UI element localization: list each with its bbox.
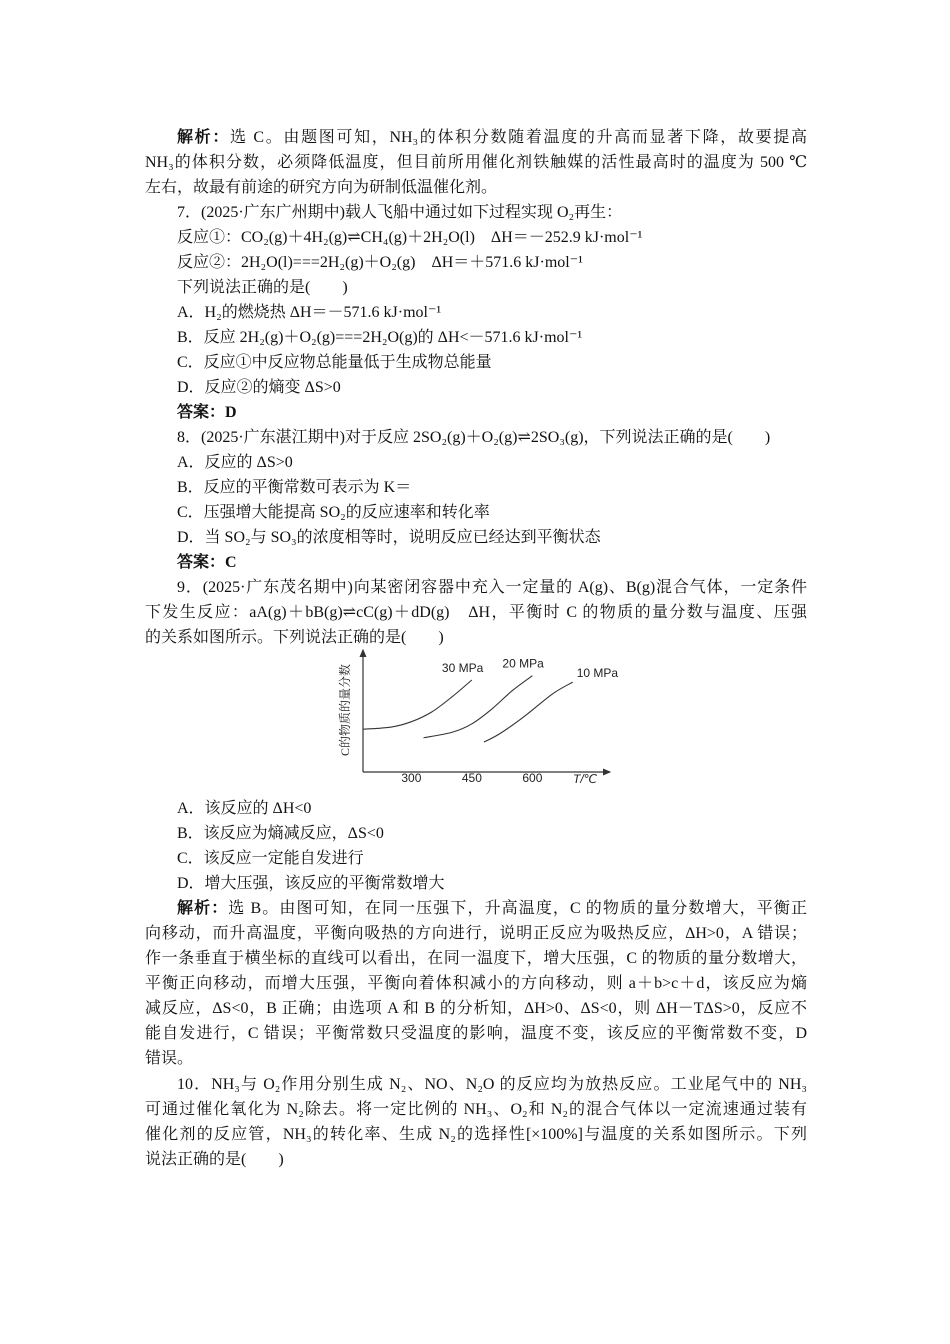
q7-question: 下列说法正确的是( ) xyxy=(177,279,348,296)
series-line-2 xyxy=(484,682,573,742)
q9-stem-line-1: 9．(2025·广东茂名期中)向某密闭容器中充入一定量的 A(g)、B(g)混合气体，一定条件 xyxy=(177,579,807,596)
x-tick-label-1: 450 xyxy=(461,771,482,785)
q9-chart xyxy=(338,645,625,786)
q9-explanation-text: 选 B。由图可知，在同一压强下，升高温度，C 的物质的量分数增大，平衡正 xyxy=(228,900,807,917)
q7-reaction-2: 反应②：2H₂O(l)===2H₂(g)＋O₂(g) ΔH＝＋571.6 kJ·mol⁻¹ xyxy=(177,254,583,271)
q8-option-c: C．压强增大能提高 SO₂的反应速率和转化率 xyxy=(177,504,490,521)
q9-explanation-line-2: 向移动，而升高温度，平衡向吸热的方向进行，说明正反应为吸热反应，ΔH>0，A 错误； xyxy=(145,925,807,942)
q8-option-b: B．反应的平衡常数可表示为 K＝ xyxy=(177,479,412,496)
q7-stem: 7．(2025·广东广州期中)载人飞船中通过如下过程实现 O₂再生： xyxy=(177,204,623,221)
q9-option-a: A．该反应的 ΔH<0 xyxy=(177,800,312,817)
q10-stem-line-4: 说法正确的是( ) xyxy=(145,1151,284,1168)
q9-option-d: D．增大压强，该反应的平衡常数增大 xyxy=(177,875,445,892)
x-axis-label: T/℃ xyxy=(573,772,598,786)
q9-option-b: B．该反应为熵减反应，ΔS<0 xyxy=(177,825,384,842)
q9-explanation-line-5: 减反应，ΔS<0，B 正确；由选项 A 和 B 的分析知，ΔH>0、ΔS<0，则 ΔH－TΔS>0，反应不 xyxy=(145,1000,807,1017)
q6-explanation-line-3: 左右，故最有前途的研究方向为研制低温催化剂。 xyxy=(145,179,498,196)
q8-option-a: A．反应的 ΔS>0 xyxy=(177,454,293,471)
q9-explanation-label: 解析： xyxy=(177,900,229,917)
q7-reaction-1: 反应①：CO₂(g)＋4H₂(g)⇌CH₄(g)＋2H₂O(l) ΔH＝－252.9 kJ·mol⁻¹ xyxy=(177,229,643,246)
q7-option-b: B．反应 2H₂(g)＋O₂(g)===2H₂O(g)的 ΔH<－571.6 kJ·mol⁻¹ xyxy=(177,329,583,346)
q9-explanation-line-4: 平衡正向移动，而增大压强，平衡向着体积减小的方向移动，则 a＋b>c＋d，该反应为熵 xyxy=(145,975,807,992)
x-tick-label-0: 300 xyxy=(401,771,422,785)
q10-stem-line-2: 可通过催化氧化为 N₂除去。将一定比例的 NH₃、O₂和 N₂的混合气体以一定流速通过装有 xyxy=(145,1101,807,1118)
y-axis-label: C的物质的量分数 xyxy=(338,663,352,757)
q7-option-c: C．反应①中反应物总能量低于生成物总能量 xyxy=(177,354,492,371)
q6-explanation-text: 选 C。由题图可知，NH₃的体积分数随着温度的升高而显著下降，故要提高 xyxy=(230,129,807,146)
series-label-0: 30 MPa xyxy=(441,661,484,675)
q9-explanation-line-1 xyxy=(177,897,807,921)
q7-answer: 答案：D xyxy=(177,404,237,421)
q8-stem: 8．(2025·广东湛江期中)对于反应 2SO₂(g)＋O₂(g)⇌2SO₃(g)，下列说法正确的是( ) xyxy=(177,429,771,446)
q8-option-d: D．当 SO₂与 SO₃的浓度相等时，说明反应已经达到平衡状态 xyxy=(177,529,601,546)
q8-answer: 答案：C xyxy=(177,554,237,571)
q10-stem-line-3: 催化剂的反应管，NH₃的转化率、生成 N₂的选择性[×100%]与温度的关系如图所示。下列 xyxy=(145,1126,807,1143)
q10-stem-line-1: 10．NH₃与 O₂作用分别生成 N₂、NO、N₂O 的反应均为放热反应。工业尾气中的 NH₃ xyxy=(177,1076,807,1093)
series-label-1: 20 MPa xyxy=(502,656,544,671)
x-tick-label-2: 600 xyxy=(522,771,543,785)
series-label-2: 10 MPa xyxy=(576,666,619,681)
q9-explanation-line-6: 能自发进行，C 错误；平衡常数只受温度的影响，温度不变，该反应的平衡常数不变，D xyxy=(145,1025,807,1042)
q9-explanation-line-3: 作一条垂直于横坐标的直线可以看出，在同一温度下，增大压强，C 的物质的量分数增大， xyxy=(145,950,807,967)
q6-explanation-label: 解析： xyxy=(177,129,231,146)
series-line-0 xyxy=(363,680,472,729)
q6-explanation-line-1 xyxy=(177,126,807,150)
q9-stem-line-3: 的关系如图所示。下列说法正确的是( ) xyxy=(145,629,444,646)
q9-option-c: C．该反应一定能自发进行 xyxy=(177,850,364,867)
q7-option-a: A．H₂的燃烧热 ΔH＝－571.6 kJ·mol⁻¹ xyxy=(177,304,442,321)
q9-stem-line-2: 下发生反应：aA(g)＋bB(g)⇌cC(g)＋dD(g) ΔH，平衡时 C 的物质的量分数与温度、压强 xyxy=(145,604,807,621)
q6-explanation-line-2: NH₃的体积分数，必须降低温度，但目前所用催化剂铁触媒的活性最高时的温度为 500 ℃ xyxy=(145,154,807,171)
q7-option-d: D．反应②的熵变 ΔS>0 xyxy=(177,379,341,396)
q9-explanation-line-7: 错误。 xyxy=(145,1050,194,1067)
